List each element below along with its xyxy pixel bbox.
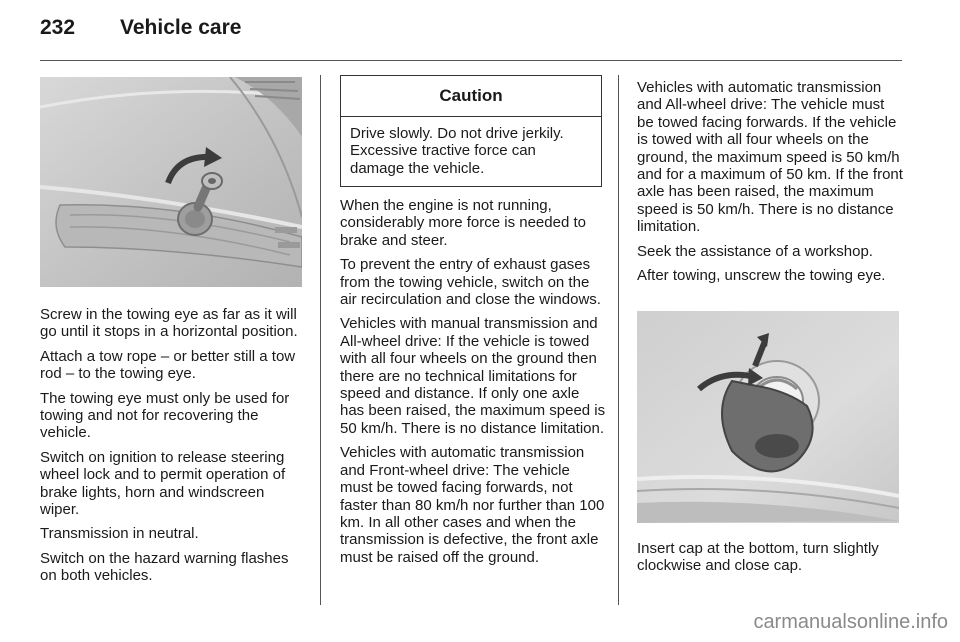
paragraph: Vehicles with automatic transmission and All-wheel drive: The vehicle must be towed facing forwards. If the vehicle is towed with all four wheels on the ground, the maximum speed is 50 km/h and for a maximum of 50 km. If the front axle has been raised, the maximum speed is 50 km/h. There is no distance limitation. (637, 79, 903, 236)
paragraph: The towing eye must only be used for towing and not for recovering the vehicle. (40, 389, 290, 442)
towing-eye-illustration (40, 77, 302, 287)
paragraph: Switch on ignition to release steering wheel lock and to permit operation of brake lights, horn and windscreen wiper. (40, 448, 286, 519)
paragraph: Attach a tow rope – or better still a tow rod – to the towing eye. (40, 347, 296, 383)
paragraph: Insert cap at the bottom, turn slightly clockwise and close cap. (637, 540, 879, 575)
paragraph: Vehicles with automatic transmission and Front-wheel drive: The vehicle must be towed facing forwards, not faster than 80 km/h nor further than 100 km. In all other cases and when the transmission is defective, the front axle must be raised off the ground. (340, 444, 605, 566)
column-divider-1 (320, 75, 321, 605)
text-column-2 (340, 197, 606, 573)
header-rule (40, 60, 902, 61)
paragraph: Seek the assistance of a workshop. (637, 242, 873, 260)
page-header (40, 16, 241, 46)
text-column-3 (637, 79, 903, 291)
paragraph: Transmission in neutral. (40, 525, 199, 543)
paragraph: Screw in the towing eye as far as it will go until it stops in a horizontal position. (40, 306, 298, 341)
paragraph: After towing, unscrew the towing eye. (637, 267, 886, 285)
text-column-1 (40, 306, 306, 592)
caution-heading: Caution (341, 76, 601, 117)
paragraph: When the engine is not running, considerably more force is needed to brake and steer. (340, 197, 586, 249)
page-title: Vehicle care (120, 16, 242, 39)
cap-caption (637, 540, 903, 582)
paragraph: To prevent the entry of exhaust gases from the towing vehicle, switch on the air recirculation and close the windows. (340, 256, 601, 309)
page-number: 232 (40, 16, 76, 39)
watermark: carmanualsonline.info (753, 611, 948, 633)
column-divider-2 (618, 75, 619, 605)
cap-illustration (637, 311, 899, 523)
caution-text: Drive slowly. Do not drive jerkily. Excessive tractive force can damage the vehicle. (350, 125, 564, 177)
caution-box (340, 75, 602, 187)
paragraph: Vehicles with manual transmission and All-wheel drive: If the vehicle is towed with all four wheels on the ground then there are no technical limitations for speed and distance. If only one axle has been raised, the maximum speed is 50 km/h. There is no distance limitation. (340, 315, 606, 437)
paragraph: Switch on the hazard warning flashes on both vehicles. (40, 549, 289, 585)
